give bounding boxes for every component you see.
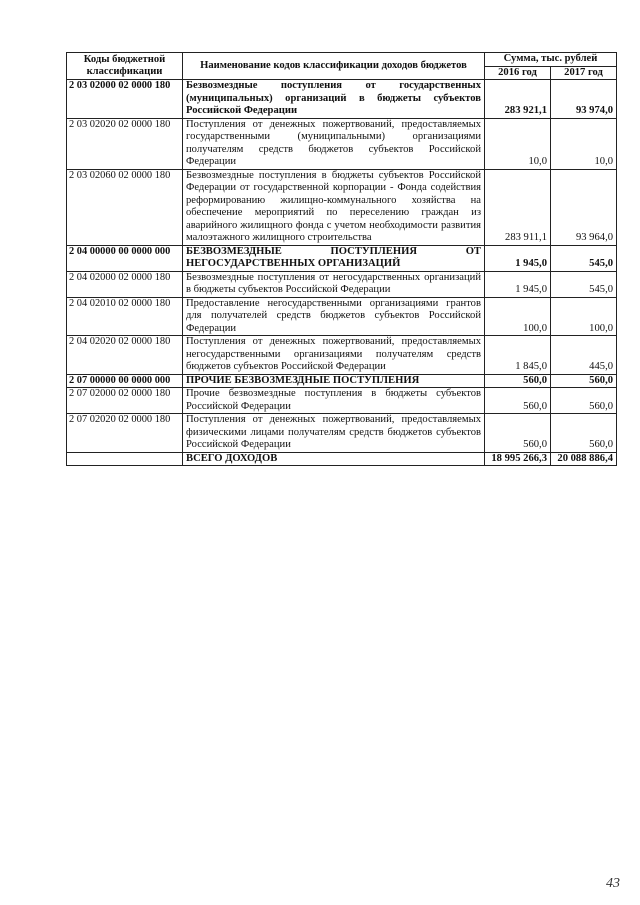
row-code: 2 03 02020 02 0000 180 — [67, 118, 183, 169]
header-year-2016: 2016 год — [485, 66, 551, 80]
row-code: 2 03 02000 02 0000 180 — [67, 80, 183, 119]
row-value-2016: 283 921,1 — [485, 80, 551, 119]
table-row — [67, 374, 617, 388]
row-value-2016: 1 845,0 — [485, 336, 551, 375]
row-value-2016: 560,0 — [485, 374, 551, 388]
total-label: ВСЕГО ДОХОДОВ — [183, 452, 485, 466]
table-row — [67, 118, 617, 169]
row-name: Поступления от денежных пожертвований, предоставляемых государственными (муниципальными) организациями получателям средств бюджетов субъектов Российской Федерации — [183, 118, 485, 169]
page-number: 43 — [606, 876, 620, 891]
row-value-2017: 93 974,0 — [551, 80, 617, 119]
row-value-2016: 100,0 — [485, 297, 551, 336]
table-row — [67, 336, 617, 375]
header-code: Коды бюджетной классификации — [67, 53, 183, 80]
row-name: Поступления от денежных пожертвований, предоставляемых негосударственными организациями получателям средств бюджетов субъектов Российской Федерации — [183, 336, 485, 375]
budget-table-container — [66, 52, 616, 466]
row-value-2017: 545,0 — [551, 245, 617, 271]
row-code: 2 04 00000 00 0000 000 — [67, 245, 183, 271]
row-code: 2 04 02020 02 0000 180 — [67, 336, 183, 375]
row-value-2016: 560,0 — [485, 388, 551, 414]
row-value-2017: 560,0 — [551, 374, 617, 388]
row-name: Поступления от денежных пожертвований, предоставляемых физическими лицами получателям средств бюджетов субъектов Российской Федерации — [183, 414, 485, 453]
row-value-2016: 283 911,1 — [485, 169, 551, 245]
table-row — [67, 388, 617, 414]
total-row — [67, 452, 617, 466]
table-row — [67, 297, 617, 336]
row-value-2016: 1 945,0 — [485, 245, 551, 271]
row-code: 2 04 02010 02 0000 180 — [67, 297, 183, 336]
row-name: Прочие безвозмездные поступления в бюджеты субъектов Российской Федерации — [183, 388, 485, 414]
row-value-2017: 545,0 — [551, 271, 617, 297]
row-value-2017: 445,0 — [551, 336, 617, 375]
row-code: 2 04 02000 02 0000 180 — [67, 271, 183, 297]
row-name: Безвозмездные поступления от государственных (муниципальных) организаций в бюджеты субъектов Российской Федерации — [183, 80, 485, 119]
row-value-2016: 10,0 — [485, 118, 551, 169]
row-name: Предоставление негосударственными организациями грантов для получателей средств бюджетов субъектов Российской Федерации — [183, 297, 485, 336]
header-year-2017: 2017 год — [551, 66, 617, 80]
row-code: 2 03 02060 02 0000 180 — [67, 169, 183, 245]
header-name: Наименование кодов классификации доходов бюджетов — [183, 53, 485, 80]
row-value-2016: 1 945,0 — [485, 271, 551, 297]
row-name: Безвозмездные поступления от негосударственных организаций в бюджеты субъектов Российской Федерации — [183, 271, 485, 297]
table-row — [67, 271, 617, 297]
table-body — [67, 80, 617, 466]
row-name: Безвозмездные поступления в бюджеты субъектов Российской Федерации от государственной корпорации - Фонда содействия реформированию жилищно-коммунального хозяйства на обеспечение мероприятий по переселению граждан из аварийного жилищного фонда с учетом необходимости развития малоэтажного жилищного строительства — [183, 169, 485, 245]
row-name: ПРОЧИЕ БЕЗВОЗМЕЗДНЫЕ ПОСТУПЛЕНИЯ — [183, 374, 485, 388]
table-row — [67, 80, 617, 119]
row-value-2017: 100,0 — [551, 297, 617, 336]
table-row — [67, 245, 617, 271]
row-value-2017: 10,0 — [551, 118, 617, 169]
table-row — [67, 169, 617, 245]
row-value-2017: 560,0 — [551, 414, 617, 453]
row-code: 2 07 00000 00 0000 000 — [67, 374, 183, 388]
total-value-2017: 20 088 886,4 — [551, 452, 617, 466]
table-row — [67, 414, 617, 453]
header-sum: Сумма, тыс. рублей — [485, 53, 617, 67]
row-code: 2 07 02000 02 0000 180 — [67, 388, 183, 414]
row-value-2016: 560,0 — [485, 414, 551, 453]
row-name: БЕЗВОЗМЕЗДНЫЕ ПОСТУПЛЕНИЯ ОТ НЕГОСУДАРСТВЕННЫХ ОРГАНИЗАЦИЙ — [183, 245, 485, 271]
row-value-2017: 93 964,0 — [551, 169, 617, 245]
row-code: 2 07 02020 02 0000 180 — [67, 414, 183, 453]
row-value-2017: 560,0 — [551, 388, 617, 414]
total-value-2016: 18 995 266,3 — [485, 452, 551, 466]
total-code — [67, 452, 183, 466]
budget-revenue-table — [66, 52, 617, 466]
